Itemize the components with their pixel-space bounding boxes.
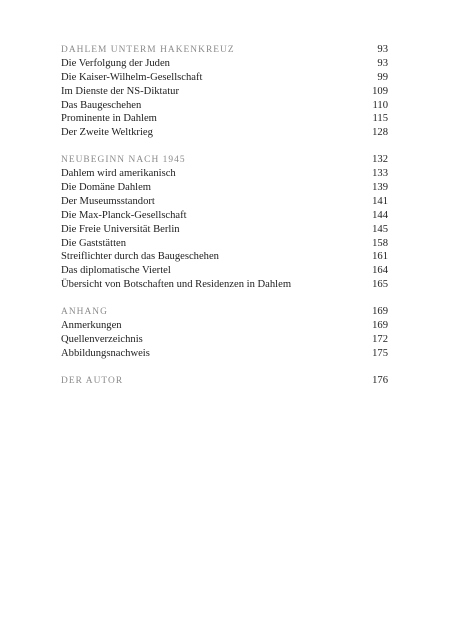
toc-entry-title: Übersicht von Botschaften und Residenzen in Dahlem	[61, 279, 292, 291]
toc-entry-page: 175	[372, 347, 388, 359]
toc-entry	[61, 237, 388, 251]
toc-section-heading	[61, 305, 388, 319]
toc-entry	[61, 319, 388, 333]
section-heading-title: DER AUTOR	[61, 375, 124, 386]
toc-entry	[61, 195, 388, 209]
toc-entry-title: Die Freie Universität Berlin	[61, 223, 180, 235]
toc-entry	[61, 126, 388, 140]
toc-entry-title: Die Verfolgung der Juden	[61, 57, 170, 69]
toc-entry	[61, 71, 388, 85]
toc-entry-page: 172	[372, 333, 388, 345]
toc-entry-title: Der Museumsstandort	[61, 195, 155, 207]
toc-entry-title: Quellenverzeichnis	[61, 333, 143, 345]
toc-entry-page: 169	[372, 320, 388, 332]
toc-entry	[61, 333, 388, 347]
toc-entry-page: 144	[372, 209, 388, 221]
toc-entry-title: Die Domäne Dahlem	[61, 182, 152, 194]
toc-entry-page: 164	[372, 265, 388, 277]
toc-section-der-autor	[61, 374, 388, 388]
toc-entry-title: Streiflichter durch das Baugeschehen	[61, 251, 219, 263]
toc-section-dahlem-unterm-hakenkreuz	[61, 43, 388, 140]
toc-entry-title: Der Zweite Weltkrieg	[61, 127, 153, 139]
toc-entry	[61, 347, 388, 361]
toc-entry-page: 145	[372, 223, 388, 235]
toc-entry-page: 128	[372, 127, 388, 139]
toc-entry-title: Anmerkungen	[61, 320, 122, 332]
toc-entry-page: 165	[372, 279, 388, 291]
toc-entry-title: Das diplomatische Viertel	[61, 265, 171, 277]
section-heading-title: DAHLEM UNTERM HAKENKREUZ	[61, 45, 235, 55]
toc-section-heading	[61, 374, 388, 388]
toc-entry-page: 133	[372, 168, 388, 180]
section-heading-page: 169	[372, 306, 388, 318]
toc-entry	[61, 209, 388, 223]
toc-entry	[61, 167, 388, 181]
section-heading-page: 176	[372, 374, 388, 386]
toc-entry-page: 93	[377, 57, 388, 69]
toc-section-heading	[61, 153, 388, 167]
section-heading-title: ANHANG	[61, 307, 108, 318]
toc-entry-title: Die Kaiser-Wilhelm-Gesellschaft	[61, 71, 203, 83]
toc-entry-page: 109	[372, 85, 388, 97]
toc-entry-page: 99	[377, 71, 388, 83]
toc-entry-page: 158	[372, 237, 388, 249]
toc-entry-title: Die Gaststätten	[61, 237, 127, 249]
toc-entry	[61, 112, 388, 126]
toc-entry	[61, 264, 388, 278]
toc-section-neubeginn-nach-1945	[61, 153, 388, 292]
toc-entry-page: 139	[372, 182, 388, 194]
toc-entry	[61, 250, 388, 264]
toc-entry	[61, 278, 388, 292]
toc-section-anhang	[61, 305, 388, 361]
toc-entry	[61, 85, 388, 99]
toc-section-heading	[61, 43, 388, 57]
toc-entry	[61, 223, 388, 237]
toc-entry-title: Dahlem wird amerikanisch	[61, 168, 176, 180]
toc-entry	[61, 99, 388, 113]
toc-entry-page: 110	[372, 99, 388, 111]
toc-entry-page: 141	[372, 195, 388, 207]
toc-entry-page: 161	[372, 251, 388, 263]
section-heading-title: NEUBEGINN NACH 1945	[61, 155, 186, 166]
toc-entry	[61, 181, 388, 195]
toc-entry-title: Prominente in Dahlem	[61, 113, 157, 125]
toc-entry-title: Abbildungsnachweis	[61, 347, 150, 359]
section-heading-page: 93	[377, 44, 388, 55]
toc-entry-title: Im Dienste der NS-Diktatur	[61, 85, 179, 97]
toc-entry-title: Die Max-Planck-Gesellschaft	[61, 209, 187, 221]
toc-entry	[61, 57, 388, 71]
toc-entry-page: 115	[372, 113, 388, 125]
section-heading-page: 132	[372, 154, 388, 166]
table-of-contents	[61, 43, 388, 401]
toc-entry-title: Das Baugeschehen	[61, 99, 142, 111]
